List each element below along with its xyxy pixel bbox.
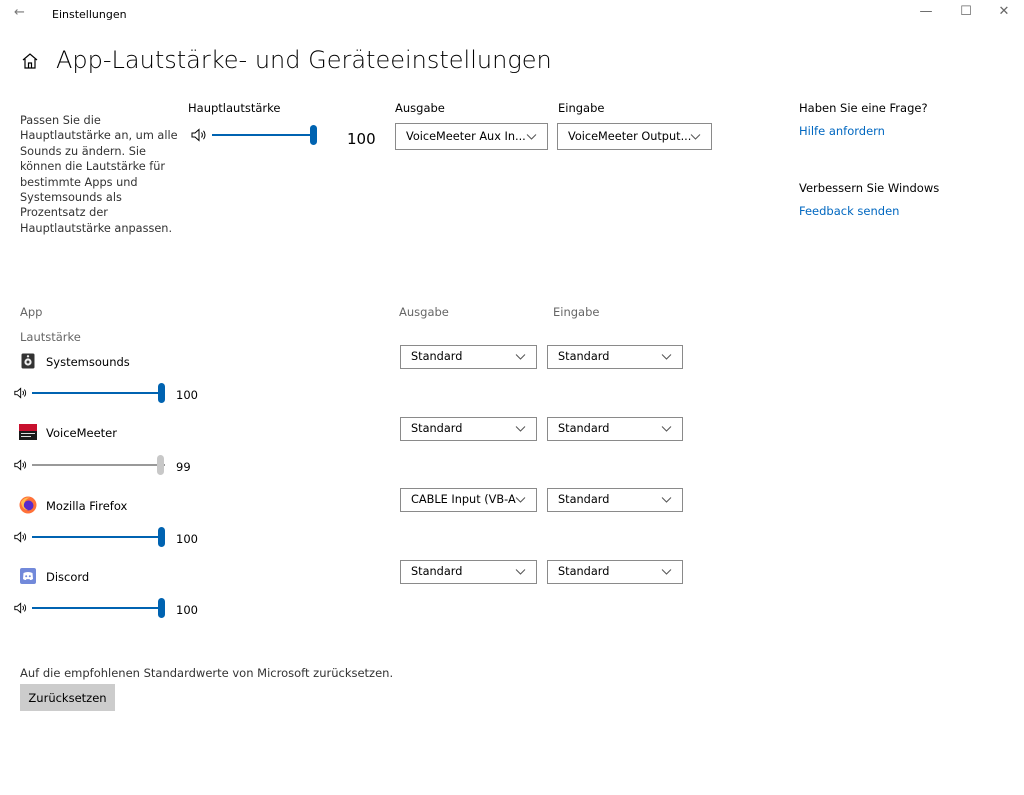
output-column-header: Ausgabe <box>399 305 449 319</box>
voicemeeter-volume-slider[interactable] <box>32 455 165 475</box>
select-value: Standard <box>558 493 610 506</box>
chevron-down-icon <box>661 496 672 504</box>
chevron-down-icon <box>661 568 672 576</box>
chevron-down-icon <box>526 133 537 141</box>
chevron-down-icon <box>515 353 526 361</box>
discord-output-select[interactable] <box>400 560 537 584</box>
master-output-label: Ausgabe <box>395 101 445 115</box>
select-value: Standard <box>411 565 463 578</box>
speaker-icon[interactable] <box>14 531 29 543</box>
systemsounds-input-select[interactable] <box>547 345 683 369</box>
window-title: Einstellungen <box>52 8 127 21</box>
master-volume-label: Hauptlautstärke <box>188 101 281 115</box>
discord-icon <box>20 568 36 584</box>
voicemeeter-icon <box>19 424 37 440</box>
question-heading: Haben Sie eine Frage? <box>799 101 928 115</box>
systemsounds-volume-slider[interactable] <box>32 383 165 403</box>
master-volume-slider[interactable] <box>212 125 317 145</box>
select-value: Standard <box>411 422 463 435</box>
app-name: Systemsounds <box>46 355 130 369</box>
chevron-down-icon <box>515 568 526 576</box>
select-value: Standard <box>558 565 610 578</box>
app-volume-value: 100 <box>176 603 198 617</box>
systemsounds-output-select[interactable] <box>400 345 537 369</box>
master-volume-value: 100 <box>347 130 376 148</box>
chevron-down-icon <box>661 353 672 361</box>
chevron-down-icon <box>515 425 526 433</box>
speaker-icon[interactable] <box>14 387 29 399</box>
master-input-value: VoiceMeeter Output... <box>568 130 692 143</box>
speaker-icon[interactable] <box>14 602 29 614</box>
system-sounds-icon <box>20 353 36 369</box>
volume-column-header: Lautstärke <box>20 330 81 344</box>
page-title: App-Lautstärke- und Geräteeinstellungen <box>56 46 552 74</box>
help-link[interactable]: Hilfe anfordern <box>799 124 885 138</box>
app-name: VoiceMeeter <box>46 426 117 440</box>
voicemeeter-input-select[interactable] <box>547 417 683 441</box>
input-column-header: Eingabe <box>553 305 600 319</box>
select-value: Standard <box>411 350 463 363</box>
master-input-select[interactable] <box>557 123 712 150</box>
select-value: Standard <box>558 422 610 435</box>
close-icon[interactable]: ✕ <box>998 4 1010 19</box>
master-output-select[interactable] <box>395 123 548 150</box>
app-volume-value: 99 <box>176 460 191 474</box>
home-icon[interactable] <box>20 50 40 72</box>
speaker-icon[interactable] <box>191 128 209 142</box>
reset-description: Auf die empfohlenen Standardwerte von Microsoft zurücksetzen. <box>20 666 394 680</box>
app-name: Mozilla Firefox <box>46 499 128 513</box>
minimize-icon[interactable]: — <box>919 4 933 19</box>
select-value: Standard <box>558 350 610 363</box>
chevron-down-icon <box>661 425 672 433</box>
back-icon[interactable]: ← <box>14 5 25 20</box>
page-description: Passen Sie die Hauptlautstärke an, um alle Sounds zu ändern. Sie können die Lautstärke für bestimmte Apps und Systemsounds als Prozentsatz der Hauptlautstärke anpassen. <box>20 114 178 235</box>
select-value: CABLE Input (VB-A <box>411 493 516 506</box>
firefox-output-select[interactable] <box>400 488 537 512</box>
firefox-input-select[interactable] <box>547 488 683 512</box>
app-volume-value: 100 <box>176 388 198 402</box>
discord-volume-slider[interactable] <box>32 598 165 618</box>
voicemeeter-output-select[interactable] <box>400 417 537 441</box>
app-name: Discord <box>46 570 90 584</box>
speaker-icon[interactable] <box>14 459 29 471</box>
improve-heading: Verbessern Sie Windows <box>799 181 940 195</box>
firefox-volume-slider[interactable] <box>32 527 165 547</box>
chevron-down-icon <box>515 496 526 504</box>
firefox-icon <box>19 496 37 514</box>
app-column-header: App <box>20 305 43 319</box>
app-volume-value: 100 <box>176 532 198 546</box>
discord-input-select[interactable] <box>547 560 683 584</box>
reset-button[interactable]: Zurücksetzen <box>20 684 115 711</box>
maximize-icon[interactable]: ☐ <box>960 4 972 19</box>
chevron-down-icon <box>690 133 701 141</box>
feedback-link[interactable]: Feedback senden <box>799 204 900 218</box>
master-output-value: VoiceMeeter Aux In... <box>406 130 526 143</box>
master-input-label: Eingabe <box>558 101 605 115</box>
